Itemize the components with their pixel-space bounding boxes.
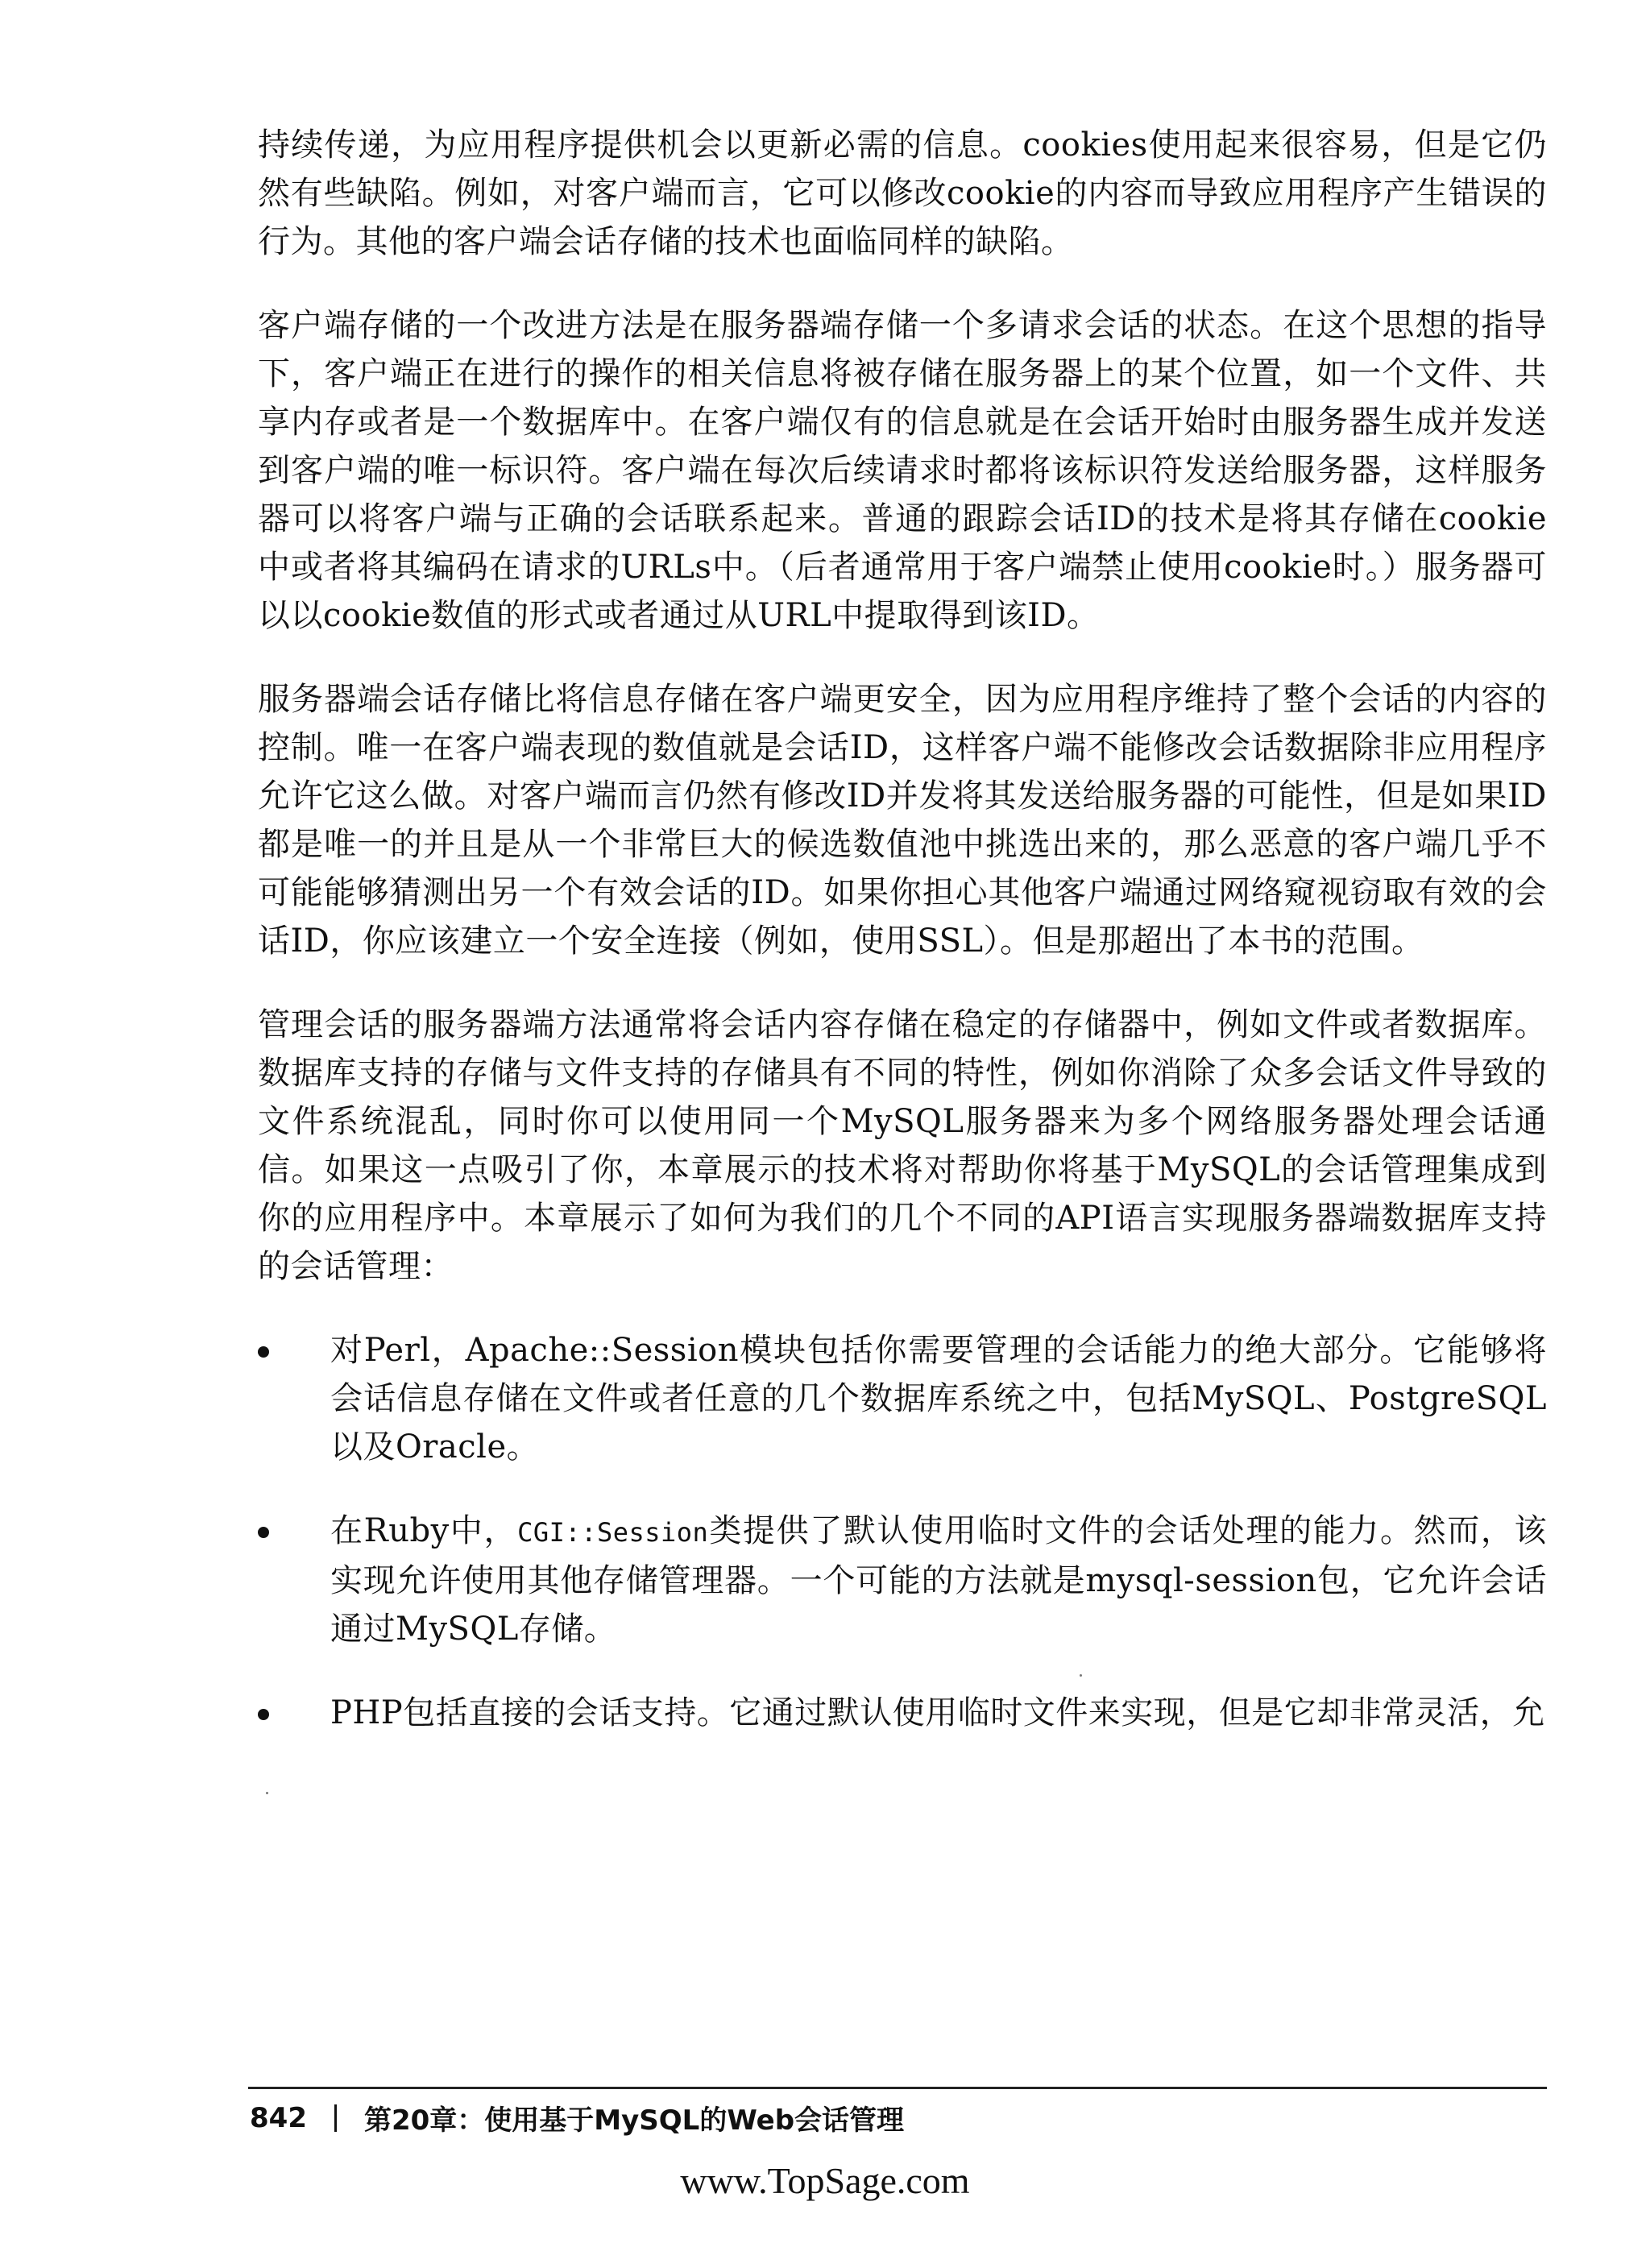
bullet-icon	[258, 1709, 269, 1720]
list-item-perl	[258, 1326, 1547, 1471]
page-body	[258, 121, 1547, 1773]
page-footer	[250, 2098, 904, 2137]
api-bullet-list	[258, 1326, 1547, 1737]
bullet-icon	[258, 1346, 269, 1358]
list-item-php	[258, 1689, 1547, 1737]
page-number: 842	[250, 2101, 307, 2134]
chapter-title: 第20章：使用基于MySQL的Web会话管理	[363, 2104, 905, 2137]
footer-separator	[334, 2104, 337, 2132]
scan-speck	[266, 1792, 268, 1794]
list-item-text: PHP包括直接的会话支持。它通过默认使用临时文件来实现，但是它却非常灵活，允	[330, 1694, 1545, 1731]
paragraph-server-side-security: 服务器端会话存储比将信息存储在客户端更安全，因为应用程序维持了整个会话的内容的控制。唯一在客户端表现的数值就是会话ID，这样客户端不能修改会话数据除非应用程序允许它这么做。对客户端而言仍然有修改ID并发将其发送给服务器的可能性，但是如果ID都是唯一的并且是从一个非常巨大的候选数值池中挑选出来的，那么恶意的客户端几乎不可能能够猜测出另一个有效会话的ID。如果你担心其他客户端通过网络窥视窃取有效的会话ID，你应该建立一个安全连接（例如，使用SSL）。但是那超出了本书的范围。	[258, 681, 1547, 960]
list-item-text-prefix: 在Ruby中，	[330, 1512, 518, 1549]
paragraph-server-side-storage: 客户端存储的一个改进方法是在服务器端存储一个多请求会话的状态。在这个思想的指导下，客户端正在进行的操作的相关信息将被存储在服务器上的某个位置，如一个文件、共享内存或者是一个数据库中。在客户端仅有的信息就是在会话开始时由服务器生成并发送到客户端的唯一标识符。客户端在每次后续请求时都将该标识符发送给服务器，这样服务器可以将客户端与正确的会话联系起来。普通的跟踪会话ID的技术是将其存储在cookie中或者将其编码在请求的URLs中。（后者通常用于客户端禁止使用cookie时。）服务器可以以cookie数值的形式或者通过从URL中提取得到该ID。	[258, 307, 1547, 634]
list-item-text: 对Perl，Apache::Session模块包括你需要管理的会话能力的绝大部分。它能够将会话信息存储在文件或者任意的几个数据库系统之中，包括MySQL、PostgreSQL以及Oracle。	[330, 1332, 1547, 1466]
bullet-icon	[258, 1527, 269, 1538]
list-item-ruby	[258, 1507, 1547, 1653]
footer-rule	[248, 2087, 1547, 2089]
paragraph-session-management: 管理会话的服务器端方法通常将会话内容存储在稳定的存储器中，例如文件或者数据库。数据库支持的存储与文件支持的存储具有不同的特性，例如你消除了众多会话文件导致的文件系统混乱，同时你可以使用同一个MySQL服务器来为多个网络服务器处理会话通信。如果这一点吸引了你，本章展示的技术将对帮助你将基于MySQL的会话管理集成到你的应用程序中。本章展示了如何为我们的几个不同的API语言实现服务器端数据库支持的会话管理：	[258, 1006, 1547, 1285]
list-item-text-suffix: 类提供了默认使用临时文件的会话处理的能力。然而，该实现允许使用其他存储管理器。一个可能的方法就是mysql-session包，它允许会话通过MySQL存储。	[330, 1512, 1548, 1648]
watermark: www.TopSage.com	[680, 2160, 970, 2201]
code-cgi-session: CGI::Session	[517, 1517, 709, 1548]
paragraph-cookies-drawbacks: 持续传递，为应用程序提供机会以更新必需的信息。cookies使用起来很容易，但是它仍然有些缺陷。例如，对客户端而言，它可以修改cookie的内容而导致应用程序产生错误的行为。其他的客户端会话存储的技术也面临同样的缺陷。	[258, 126, 1547, 260]
scan-speck	[1080, 1674, 1082, 1677]
